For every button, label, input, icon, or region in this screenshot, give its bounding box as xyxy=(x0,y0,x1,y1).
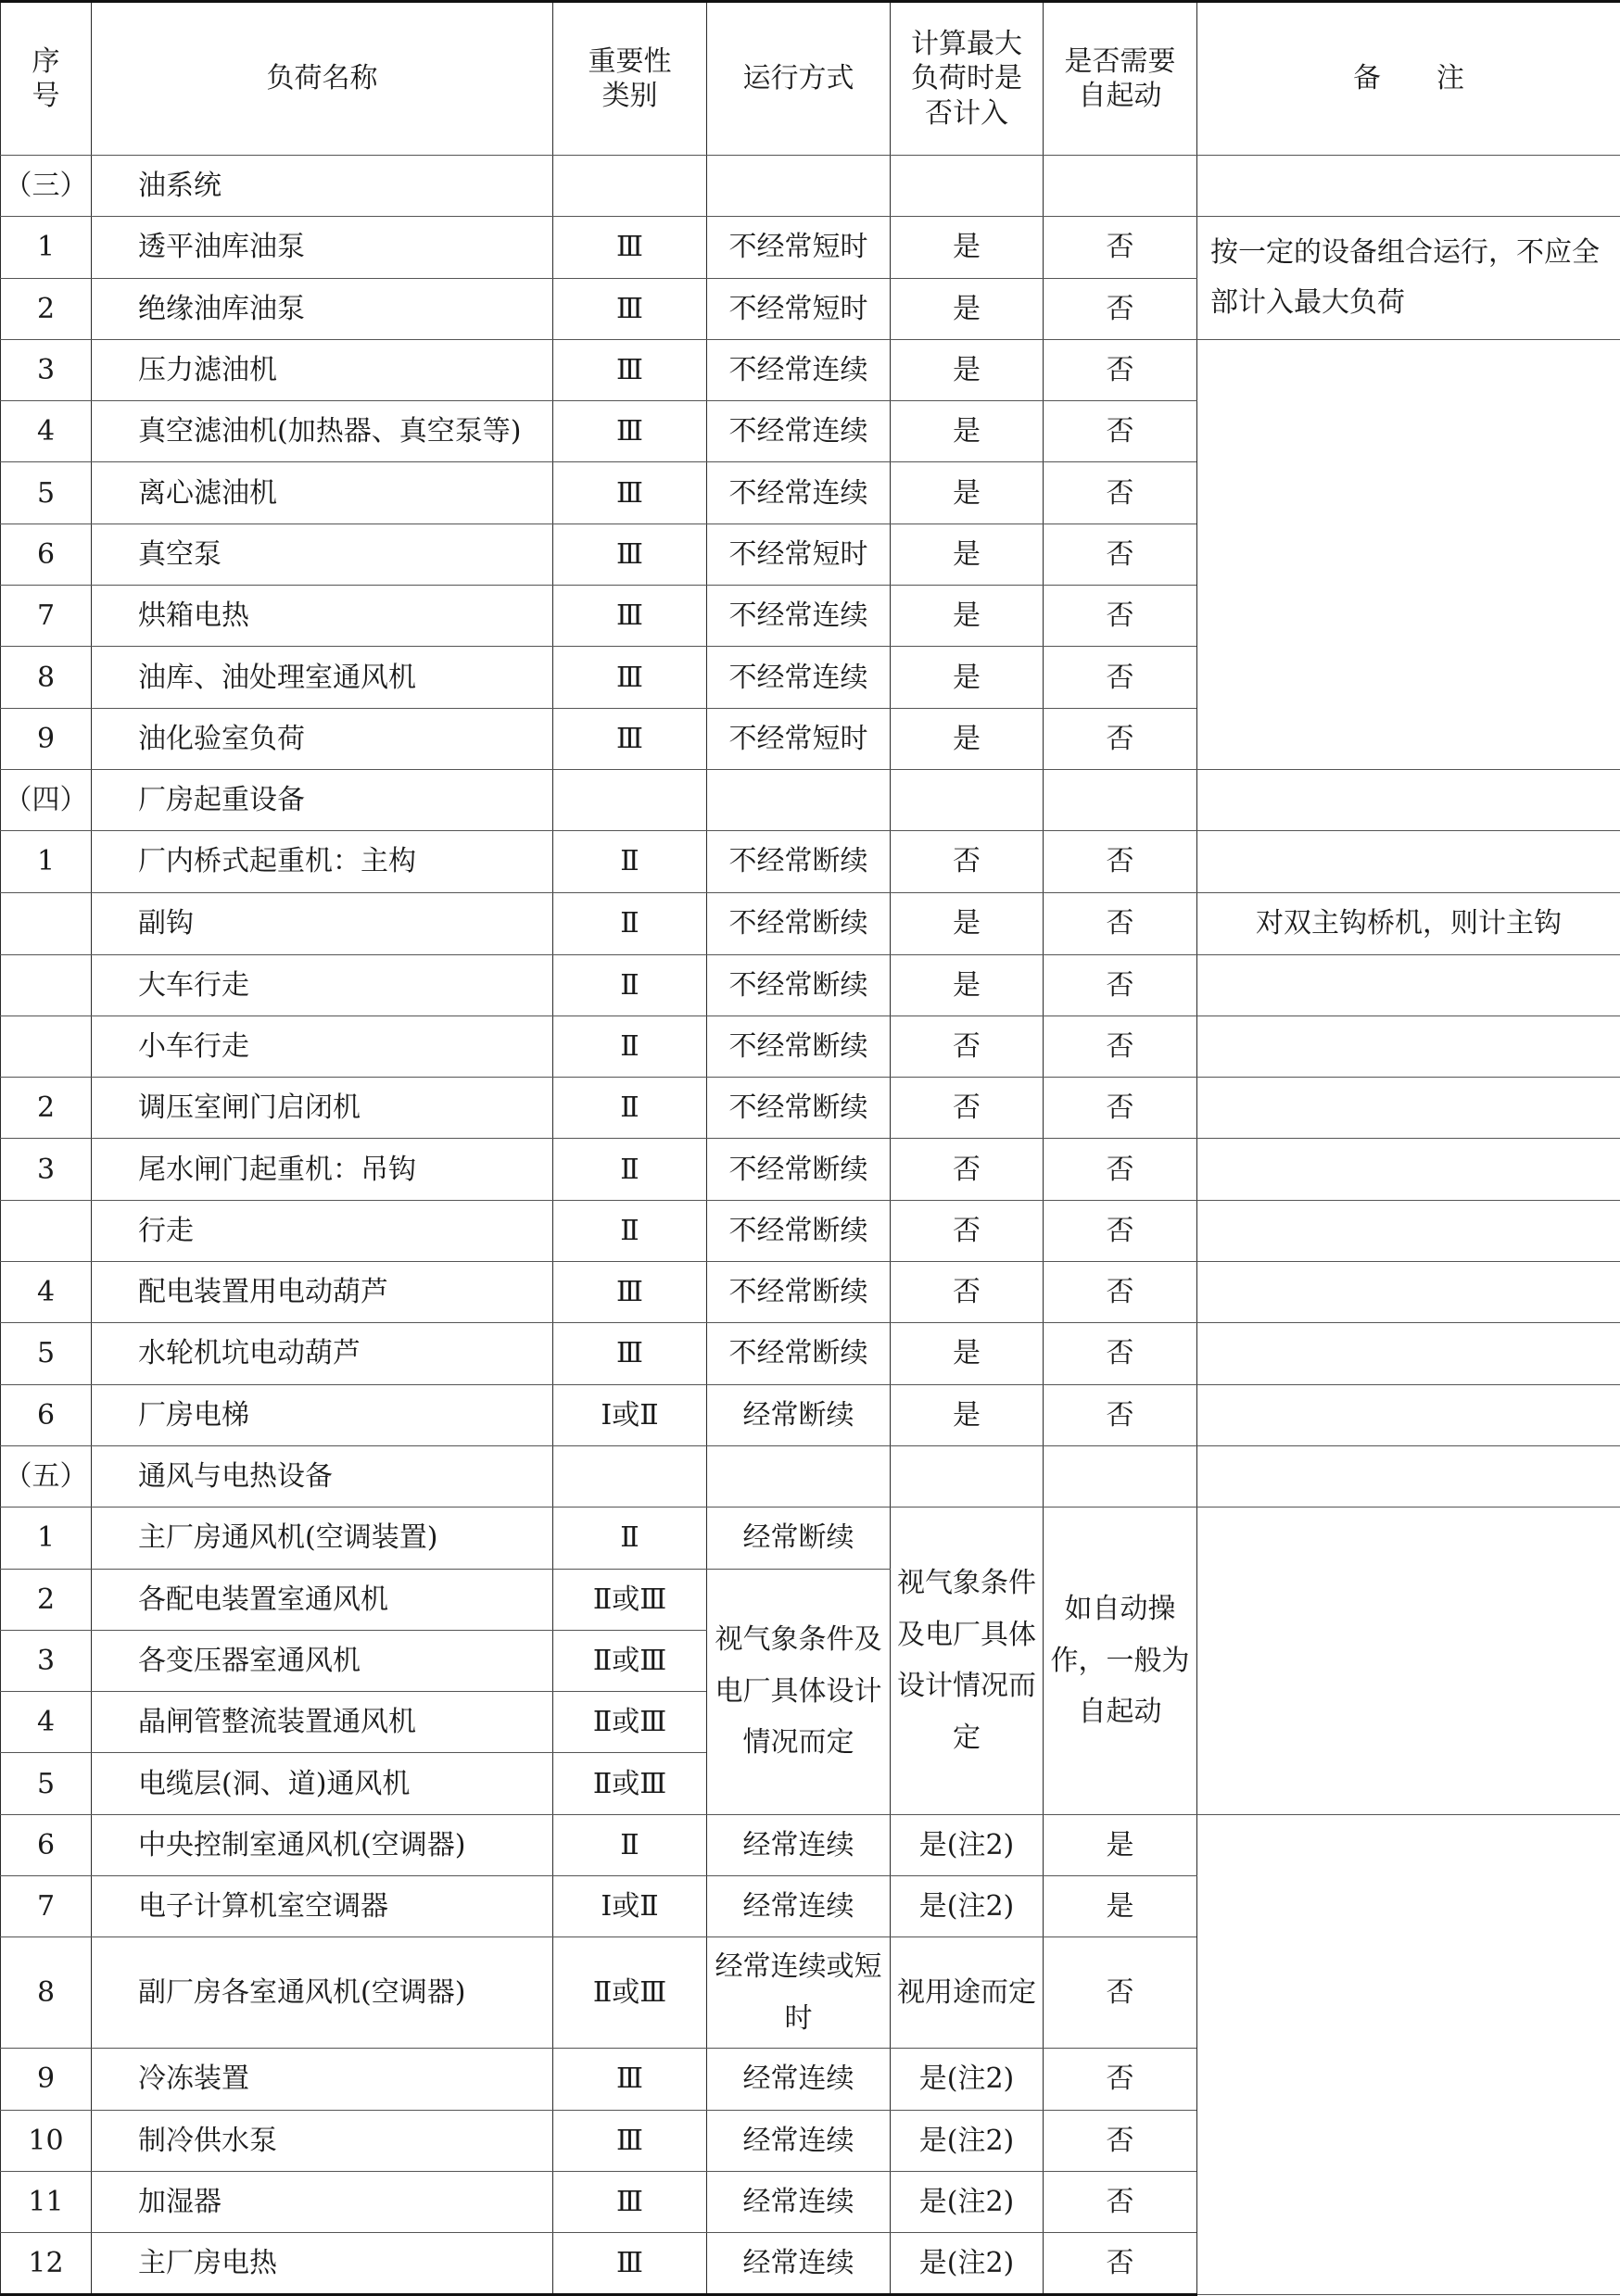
importance-class: Ⅲ xyxy=(553,2171,707,2232)
max-load-flag: 是 xyxy=(891,647,1044,708)
operation-mode: 经常连续 xyxy=(707,2171,891,2232)
row-number: 2 xyxy=(1,278,92,339)
max-load-flag: 否 xyxy=(891,1016,1044,1077)
remark-cell xyxy=(1197,1139,1620,1200)
row-number: 11 xyxy=(1,2171,92,2232)
importance-class: Ⅱ或Ⅲ xyxy=(553,1692,707,1753)
self-start-flag: 否 xyxy=(1044,586,1197,647)
remark-cell: 对双主钩桥机，则计主钩 xyxy=(1197,892,1620,954)
remark-cell xyxy=(1197,1200,1620,1261)
load-name: 副钩 xyxy=(92,892,553,954)
remark-cell xyxy=(1197,1262,1620,1323)
section-row xyxy=(1,156,1620,217)
importance-class: Ⅲ xyxy=(553,2049,707,2110)
self-start-flag: 是 xyxy=(1044,1876,1197,1937)
operation-mode: 不经常断续 xyxy=(707,1323,891,1384)
row-number xyxy=(1,1200,92,1261)
load-name: 真空滤油机(加热器、真空泵等) xyxy=(92,401,553,462)
row-number: 6 xyxy=(1,524,92,585)
load-name: 电缆层(洞、道)通风机 xyxy=(92,1753,553,1814)
load-name: 配电装置用电动葫芦 xyxy=(92,1262,553,1323)
max-load-flag: 是 xyxy=(891,278,1044,339)
operation-mode: 不经常短时 xyxy=(707,278,891,339)
load-name: 冷冻装置 xyxy=(92,2049,553,2110)
row-number xyxy=(1,892,92,954)
header-mode: 运行方式 xyxy=(707,2,891,156)
max-load-flag: 否 xyxy=(891,1200,1044,1261)
self-start-flag: 否 xyxy=(1044,217,1197,278)
self-start-flag: 否 xyxy=(1044,1078,1197,1139)
max-load-flag: 否 xyxy=(891,1139,1044,1200)
operation-mode: 不经常连续 xyxy=(707,339,891,400)
load-name: 小车行走 xyxy=(92,1016,553,1077)
operation-mode: 不经常短时 xyxy=(707,708,891,769)
max-load-flag: 是 xyxy=(891,1384,1044,1445)
max-load-flag: 是 xyxy=(891,586,1044,647)
header-name: 负荷名称 xyxy=(92,2,553,156)
max-load-flag: 是(注2) xyxy=(891,1876,1044,1937)
load-name: 制冷供水泵 xyxy=(92,2110,553,2171)
load-name: 烘箱电热 xyxy=(92,586,553,647)
operation-mode: 不经常断续 xyxy=(707,1078,891,1139)
load-name: 绝缘油库油泵 xyxy=(92,278,553,339)
load-name: 主厂房电热 xyxy=(92,2233,553,2294)
self-start-flag: 否 xyxy=(1044,462,1197,524)
importance-class: Ⅰ或Ⅱ xyxy=(553,1384,707,1445)
importance-class: Ⅱ xyxy=(553,1200,707,1261)
table-row xyxy=(1,1078,1620,1139)
row-number: 7 xyxy=(1,586,92,647)
row-number: 6 xyxy=(1,1814,92,1875)
section-row xyxy=(1,769,1620,830)
self-start-flag: 否 xyxy=(1044,1200,1197,1261)
row-number: 7 xyxy=(1,1876,92,1937)
load-name: 真空泵 xyxy=(92,524,553,585)
importance-class: Ⅱ xyxy=(553,1814,707,1875)
self-start-flag: 否 xyxy=(1044,2233,1197,2294)
row-number: 4 xyxy=(1,1692,92,1753)
row-number: 8 xyxy=(1,1937,92,2049)
importance-class: Ⅱ xyxy=(553,954,707,1016)
operation-mode: 不经常连续 xyxy=(707,401,891,462)
importance-class: Ⅲ xyxy=(553,462,707,524)
row-number: 2 xyxy=(1,1569,92,1630)
operation-mode: 不经常连续 xyxy=(707,586,891,647)
row-number: 1 xyxy=(1,1508,92,1569)
self-start-flag: 否 xyxy=(1044,401,1197,462)
load-name: 油库、油处理室通风机 xyxy=(92,647,553,708)
self-start-flag: 否 xyxy=(1044,1937,1197,2049)
load-name: 尾水闸门起重机：吊钩 xyxy=(92,1139,553,1200)
self-start-flag: 否 xyxy=(1044,1384,1197,1445)
max-load-flag: 是 xyxy=(891,217,1044,278)
operation-mode: 不经常断续 xyxy=(707,1200,891,1261)
self-start-flag: 否 xyxy=(1044,2049,1197,2110)
load-name: 大车行走 xyxy=(92,954,553,1016)
header-max-load: 计算最大 负荷时是 否计入 xyxy=(891,2,1044,156)
self-start-flag: 否 xyxy=(1044,2110,1197,2171)
self-start-flag: 否 xyxy=(1044,1016,1197,1077)
importance-class: Ⅱ xyxy=(553,831,707,892)
header-self-start: 是否需要 自起动 xyxy=(1044,2,1197,156)
section-title: 通风与电热设备 xyxy=(92,1445,553,1507)
operation-mode: 不经常连续 xyxy=(707,647,891,708)
remark-cell xyxy=(1197,831,1620,892)
row-number: 3 xyxy=(1,339,92,400)
load-name: 副厂房各室通风机(空调器) xyxy=(92,1937,553,2049)
importance-class: Ⅲ xyxy=(553,524,707,585)
operation-mode: 经常断续 xyxy=(707,1508,891,1569)
importance-class: Ⅲ xyxy=(553,647,707,708)
section-number: （五） xyxy=(1,1445,92,1507)
importance-class: Ⅱ xyxy=(553,1139,707,1200)
importance-class: Ⅱ或Ⅲ xyxy=(553,1630,707,1691)
operation-mode: 不经常短时 xyxy=(707,524,891,585)
max-load-flag: 是 xyxy=(891,401,1044,462)
load-name: 水轮机坑电动葫芦 xyxy=(92,1323,553,1384)
load-name: 调压室闸门启闭机 xyxy=(92,1078,553,1139)
load-name: 厂房电梯 xyxy=(92,1384,553,1445)
table-row xyxy=(1,217,1620,278)
section-title: 油系统 xyxy=(92,156,553,217)
importance-class: Ⅱ或Ⅲ xyxy=(553,1937,707,2049)
max-load-flag: 是 xyxy=(891,954,1044,1016)
table-row xyxy=(1,831,1620,892)
table-row xyxy=(1,1814,1620,1875)
self-start-flag: 否 xyxy=(1044,278,1197,339)
importance-class: Ⅱ或Ⅲ xyxy=(553,1569,707,1630)
importance-class: Ⅱ xyxy=(553,892,707,954)
table-row xyxy=(1,1016,1620,1077)
row-number: 4 xyxy=(1,1262,92,1323)
importance-class: Ⅱ xyxy=(553,1016,707,1077)
row-number: 8 xyxy=(1,647,92,708)
row-number: 12 xyxy=(1,2233,92,2294)
operation-mode: 不经常断续 xyxy=(707,892,891,954)
row-number: 5 xyxy=(1,462,92,524)
operation-mode: 经常连续 xyxy=(707,2233,891,2294)
max-load-flag: 是 xyxy=(891,462,1044,524)
table-row xyxy=(1,1262,1620,1323)
remark-cell xyxy=(1197,1384,1620,1445)
operation-mode: 经常连续或短时 xyxy=(707,1937,891,2049)
max-load-flag: 是(注2) xyxy=(891,2110,1044,2171)
operation-mode: 经常连续 xyxy=(707,2049,891,2110)
table-row xyxy=(1,1384,1620,1445)
max-load-flag: 是 xyxy=(891,524,1044,585)
operation-mode: 不经常断续 xyxy=(707,1016,891,1077)
self-start-flag: 否 xyxy=(1044,339,1197,400)
section-number: （四） xyxy=(1,769,92,830)
max-load-flag: 是 xyxy=(891,1323,1044,1384)
load-name: 油化验室负荷 xyxy=(92,708,553,769)
operation-mode: 不经常连续 xyxy=(707,462,891,524)
operation-mode: 不经常断续 xyxy=(707,1262,891,1323)
self-start-flag: 否 xyxy=(1044,2171,1197,2232)
row-number: 3 xyxy=(1,1139,92,1200)
table-row xyxy=(1,1508,1620,1569)
importance-class: Ⅲ xyxy=(553,586,707,647)
table-row xyxy=(1,1139,1620,1200)
table-row xyxy=(1,1200,1620,1261)
importance-class: Ⅲ xyxy=(553,1262,707,1323)
table-row xyxy=(1,892,1620,954)
importance-class: Ⅲ xyxy=(553,339,707,400)
table-row xyxy=(1,954,1620,1016)
operation-mode: 经常连续 xyxy=(707,1876,891,1937)
importance-class: Ⅲ xyxy=(553,2110,707,2171)
row-number: 1 xyxy=(1,831,92,892)
max-load-flag: 否 xyxy=(891,831,1044,892)
max-load-flag: 是 xyxy=(891,339,1044,400)
importance-class: Ⅲ xyxy=(553,278,707,339)
load-name: 行走 xyxy=(92,1200,553,1261)
row-number: 1 xyxy=(1,217,92,278)
importance-class: Ⅱ或Ⅲ xyxy=(553,1753,707,1814)
remark-cell xyxy=(1197,1323,1620,1384)
self-start-flag: 否 xyxy=(1044,524,1197,585)
self-start-flag: 否 xyxy=(1044,831,1197,892)
operation-mode-merged: 视气象条件及电厂具体设计情况而定 xyxy=(707,1569,891,1814)
self-start-merged: 如自动操作，一般为自起动 xyxy=(1044,1508,1197,1814)
header-importance: 重要性 类别 xyxy=(553,2,707,156)
importance-class: Ⅲ xyxy=(553,708,707,769)
operation-mode: 不经常断续 xyxy=(707,1139,891,1200)
table-row xyxy=(1,339,1620,400)
row-number: 4 xyxy=(1,401,92,462)
self-start-flag: 否 xyxy=(1044,954,1197,1016)
importance-class: Ⅲ xyxy=(553,401,707,462)
header-row xyxy=(1,2,1620,156)
load-name: 各配电装置室通风机 xyxy=(92,1569,553,1630)
self-start-flag: 是 xyxy=(1044,1814,1197,1875)
max-load-flag: 是(注2) xyxy=(891,2171,1044,2232)
importance-class: Ⅲ xyxy=(553,1323,707,1384)
importance-class: Ⅲ xyxy=(553,217,707,278)
row-number: 9 xyxy=(1,2049,92,2110)
self-start-flag: 否 xyxy=(1044,647,1197,708)
header-no: 序 号 xyxy=(1,2,92,156)
importance-class: Ⅰ或Ⅱ xyxy=(553,1876,707,1937)
row-number: 10 xyxy=(1,2110,92,2171)
operation-mode: 不经常断续 xyxy=(707,831,891,892)
operation-mode: 经常连续 xyxy=(707,1814,891,1875)
row-number: 6 xyxy=(1,1384,92,1445)
load-name: 加湿器 xyxy=(92,2171,553,2232)
row-number: 2 xyxy=(1,1078,92,1139)
max-load-flag: 否 xyxy=(891,1262,1044,1323)
max-load-flag: 是 xyxy=(891,708,1044,769)
load-name: 各变压器室通风机 xyxy=(92,1630,553,1691)
self-start-flag: 否 xyxy=(1044,708,1197,769)
operation-mode: 经常断续 xyxy=(707,1384,891,1445)
remark-cell xyxy=(1197,339,1620,769)
section-row xyxy=(1,1445,1620,1507)
self-start-flag: 否 xyxy=(1044,892,1197,954)
section-title: 厂房起重设备 xyxy=(92,769,553,830)
remark-cell xyxy=(1197,1814,1620,2294)
load-name: 主厂房通风机(空调装置) xyxy=(92,1508,553,1569)
load-name: 压力滤油机 xyxy=(92,339,553,400)
load-name: 离心滤油机 xyxy=(92,462,553,524)
remark-cell xyxy=(1197,1508,1620,1814)
row-number xyxy=(1,954,92,1016)
remark-cell: 按一定的设备组合运行，不应全部计入最大负荷 xyxy=(1197,217,1620,340)
max-load-flag: 是(注2) xyxy=(891,2233,1044,2294)
operation-mode: 不经常断续 xyxy=(707,954,891,1016)
load-name: 晶闸管整流装置通风机 xyxy=(92,1692,553,1753)
importance-class: Ⅲ xyxy=(553,2233,707,2294)
table-row xyxy=(1,1323,1620,1384)
importance-class: Ⅱ xyxy=(553,1508,707,1569)
max-load-flag: 是 xyxy=(891,892,1044,954)
remark-cell xyxy=(1197,1078,1620,1139)
row-number xyxy=(1,1016,92,1077)
operation-mode: 不经常短时 xyxy=(707,217,891,278)
load-name: 电子计算机室空调器 xyxy=(92,1876,553,1937)
max-load-flag: 视用途而定 xyxy=(891,1937,1044,2049)
self-start-flag: 否 xyxy=(1044,1262,1197,1323)
load-name: 透平油库油泵 xyxy=(92,217,553,278)
remark-cell xyxy=(1197,954,1620,1016)
row-number: 3 xyxy=(1,1630,92,1691)
importance-class: Ⅱ xyxy=(553,1078,707,1139)
row-number: 5 xyxy=(1,1753,92,1814)
header-remark: 备 注 xyxy=(1197,2,1620,156)
row-number: 5 xyxy=(1,1323,92,1384)
max-load-flag: 是(注2) xyxy=(891,2049,1044,2110)
self-start-flag: 否 xyxy=(1044,1139,1197,1200)
load-name: 厂内桥式起重机：主构 xyxy=(92,831,553,892)
max-load-flag: 是(注2) xyxy=(891,1814,1044,1875)
operation-mode: 经常连续 xyxy=(707,2110,891,2171)
section-number: （三） xyxy=(1,156,92,217)
row-number: 9 xyxy=(1,708,92,769)
max-load-flag: 否 xyxy=(891,1078,1044,1139)
self-start-flag: 否 xyxy=(1044,1323,1197,1384)
load-name: 中央控制室通风机(空调器) xyxy=(92,1814,553,1875)
remark-cell xyxy=(1197,1016,1620,1077)
max-load-merged: 视气象条件及电厂具体设计情况而定 xyxy=(891,1508,1044,1814)
